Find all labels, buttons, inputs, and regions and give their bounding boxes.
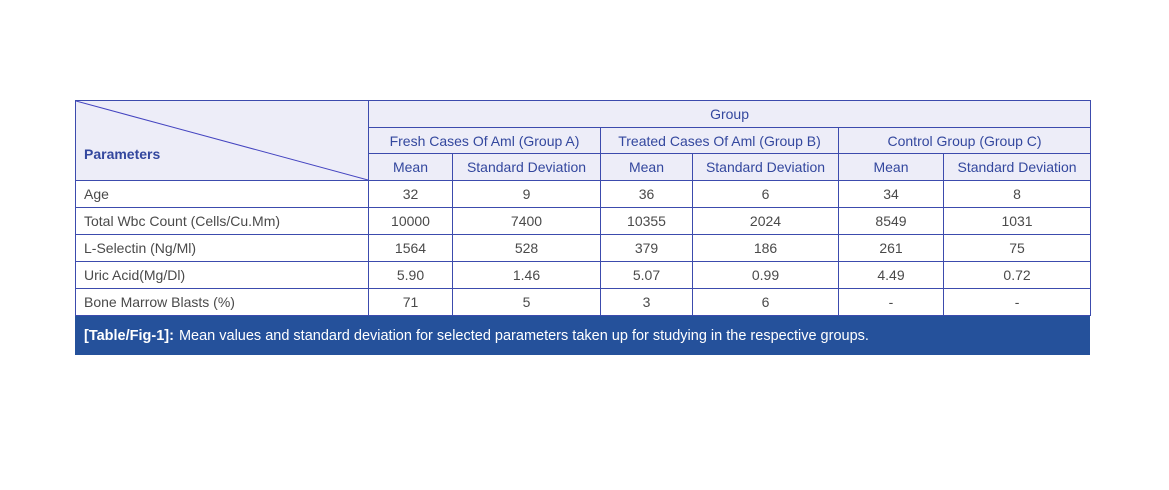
data-table xyxy=(75,100,1091,316)
value-cell: - xyxy=(944,289,1091,316)
table-row xyxy=(76,208,1091,235)
value-cell: 5.90 xyxy=(369,262,453,289)
table-figure xyxy=(75,100,1090,355)
mean-header-b: Mean xyxy=(601,154,693,181)
parameter-cell: L-Selectin (Ng/Ml) xyxy=(76,235,369,262)
value-cell: 36 xyxy=(601,181,693,208)
header-row-group xyxy=(76,101,1091,128)
parameter-cell: Uric Acid(Mg/Dl) xyxy=(76,262,369,289)
table-caption xyxy=(75,316,1090,355)
group-header-cell: Group xyxy=(369,101,1091,128)
value-cell: 4.49 xyxy=(839,262,944,289)
caption-label: [Table/Fig-1]: xyxy=(84,327,174,344)
table-row xyxy=(76,262,1091,289)
value-cell: 186 xyxy=(693,235,839,262)
sd-header-c: Standard Deviation xyxy=(944,154,1091,181)
value-cell: 379 xyxy=(601,235,693,262)
value-cell: 75 xyxy=(944,235,1091,262)
parameters-corner-cell xyxy=(76,101,369,181)
value-cell: 6 xyxy=(693,289,839,316)
table-row xyxy=(76,235,1091,262)
value-cell: 2024 xyxy=(693,208,839,235)
value-cell: 5.07 xyxy=(601,262,693,289)
sd-header-b: Standard Deviation xyxy=(693,154,839,181)
value-cell: 10000 xyxy=(369,208,453,235)
value-cell: 1031 xyxy=(944,208,1091,235)
group-b-header: Treated Cases Of Aml (Group B) xyxy=(601,128,839,154)
parameter-cell: Age xyxy=(76,181,369,208)
value-cell: 5 xyxy=(453,289,601,316)
value-cell: 1564 xyxy=(369,235,453,262)
value-cell: 1.46 xyxy=(453,262,601,289)
value-cell: - xyxy=(839,289,944,316)
caption-text: Mean values and standard deviation for selected parameters taken up for studying in the respective groups. xyxy=(178,327,869,344)
value-cell: 8549 xyxy=(839,208,944,235)
parameters-label: Parameters xyxy=(84,146,161,162)
value-cell: 528 xyxy=(453,235,601,262)
parameter-cell: Total Wbc Count (Cells/Cu.Mm) xyxy=(76,208,369,235)
value-cell: 261 xyxy=(839,235,944,262)
parameter-cell: Bone Marrow Blasts (%) xyxy=(76,289,369,316)
group-a-header: Fresh Cases Of Aml (Group A) xyxy=(369,128,601,154)
value-cell: 34 xyxy=(839,181,944,208)
value-cell: 7400 xyxy=(453,208,601,235)
table-row xyxy=(76,289,1091,316)
value-cell: 3 xyxy=(601,289,693,316)
mean-header-c: Mean xyxy=(839,154,944,181)
value-cell: 9 xyxy=(453,181,601,208)
diagonal-line xyxy=(76,101,368,180)
table-row xyxy=(76,181,1091,208)
value-cell: 10355 xyxy=(601,208,693,235)
mean-header-a: Mean xyxy=(369,154,453,181)
value-cell: 0.72 xyxy=(944,262,1091,289)
sd-header-a: Standard Deviation xyxy=(453,154,601,181)
value-cell: 6 xyxy=(693,181,839,208)
value-cell: 71 xyxy=(369,289,453,316)
group-c-header: Control Group (Group C) xyxy=(839,128,1091,154)
value-cell: 32 xyxy=(369,181,453,208)
value-cell: 0.99 xyxy=(693,262,839,289)
value-cell: 8 xyxy=(944,181,1091,208)
